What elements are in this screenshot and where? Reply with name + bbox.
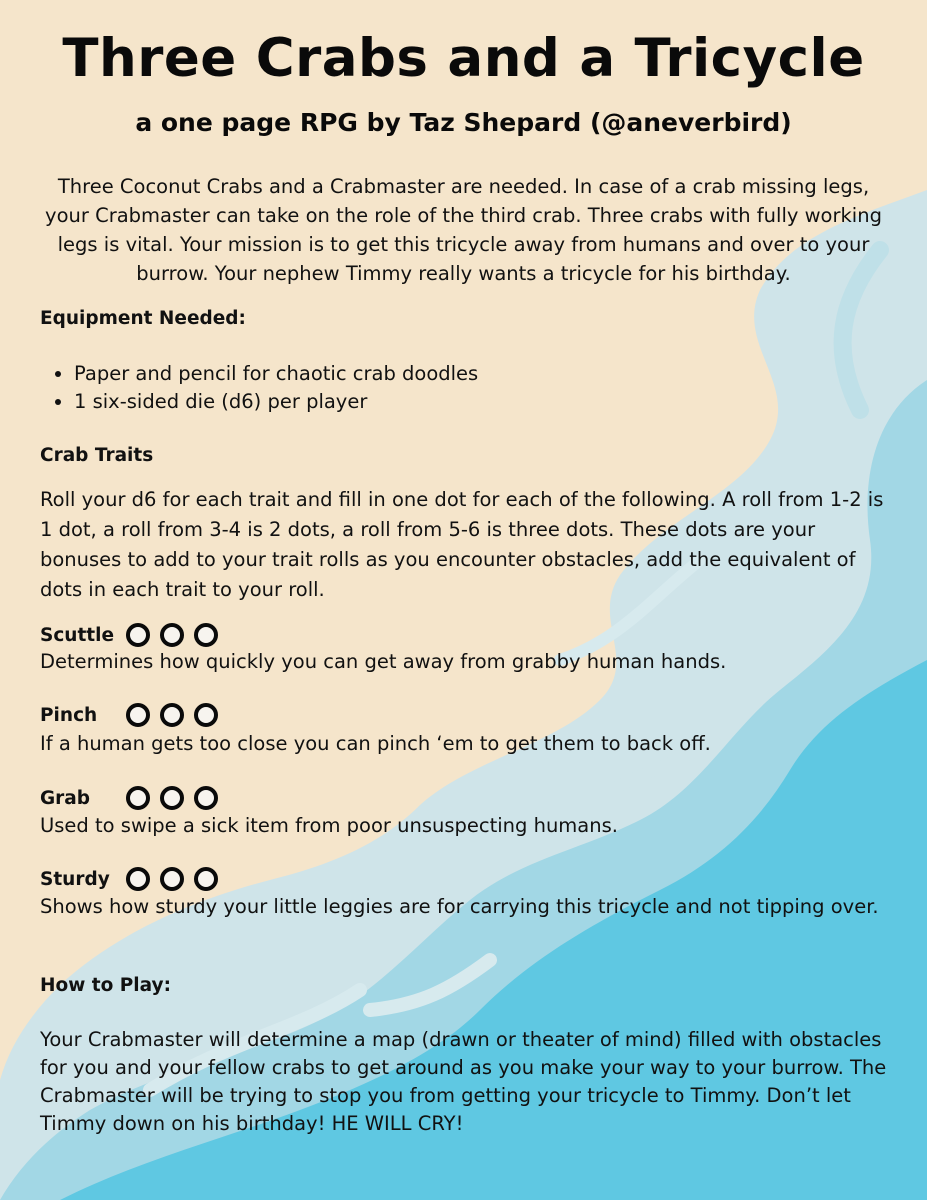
trait-dot[interactable]: [194, 867, 218, 891]
trait-dot[interactable]: [194, 703, 218, 727]
trait-description: Used to swipe a sick item from poor unsuspecting humans.: [40, 814, 618, 837]
trait-dot[interactable]: [160, 623, 184, 647]
trait-dot[interactable]: [126, 623, 150, 647]
trait-name: Pinch: [40, 704, 98, 726]
trait-dot[interactable]: [160, 703, 184, 727]
trait-name: Grab: [40, 787, 91, 809]
equipment-list: [40, 360, 478, 416]
list-item: • 1 six-sided die (d6) per player: [74, 388, 478, 416]
trait-description: Shows how sturdy your little leggies are for carrying this tricycle and not tipping over.: [40, 895, 879, 918]
crab-traits-heading: Crab Traits: [40, 445, 154, 466]
trait-name: Sturdy: [40, 868, 110, 890]
equipment-heading: Equipment Needed:: [40, 308, 246, 329]
trait-dot[interactable]: [126, 703, 150, 727]
trait-description: Determines how quickly you can get away from grabby human hands.: [40, 650, 727, 673]
trait-description: If a human gets too close you can pinch ‘em to get them to back off.: [40, 732, 711, 755]
page-subtitle: a one page RPG by Taz Shepard (@aneverbird): [135, 108, 792, 137]
how-to-play-heading: How to Play:: [40, 975, 171, 996]
trait-dot[interactable]: [194, 623, 218, 647]
intro-paragraph: Three Coconut Crabs and a Crabmaster are needed. In case of a crab missing legs, your Crabmaster can take on the role of the third crab. Three crabs with fully working legs is vital. Your mission is to get this tricycle away from humans and over to your burrow. Your nephew Timmy really wants a tricycle for his birthday.: [45, 175, 882, 285]
list-item: • Paper and pencil for chaotic crab doodles: [74, 360, 478, 388]
trait-row-grab: [40, 783, 228, 813]
trait-row-scuttle: [40, 620, 228, 650]
trait-row-sturdy: [40, 864, 228, 894]
trait-name: Scuttle: [40, 624, 115, 646]
trait-row-pinch: [40, 700, 228, 730]
page-title: Three Crabs and a Tricycle: [62, 28, 865, 89]
trait-dot[interactable]: [160, 786, 184, 810]
trait-dot[interactable]: [160, 867, 184, 891]
trait-dot[interactable]: [194, 786, 218, 810]
trait-dot[interactable]: [126, 867, 150, 891]
how-to-play-text: Your Crabmaster will determine a map (drawn or theater of mind) filled with obstacles for you and your fellow crabs to get around as you make your way to your burrow. The Crabmaster will be trying to stop you from getting your tricycle to Timmy. Don’t let Timmy down on his birthday! HE WILL CRY!: [40, 1028, 887, 1135]
trait-dot[interactable]: [126, 786, 150, 810]
crab-traits-description: Roll your d6 for each trait and fill in one dot for each of the following. A roll from 1-2 is 1 dot, a roll from 3-4 is 2 dots, a roll from 5-6 is three dots. These dots are your bonuses to add to your trait rolls as you encounter obstacles, add the equivalent of dots in each trait to your roll.: [40, 488, 884, 601]
